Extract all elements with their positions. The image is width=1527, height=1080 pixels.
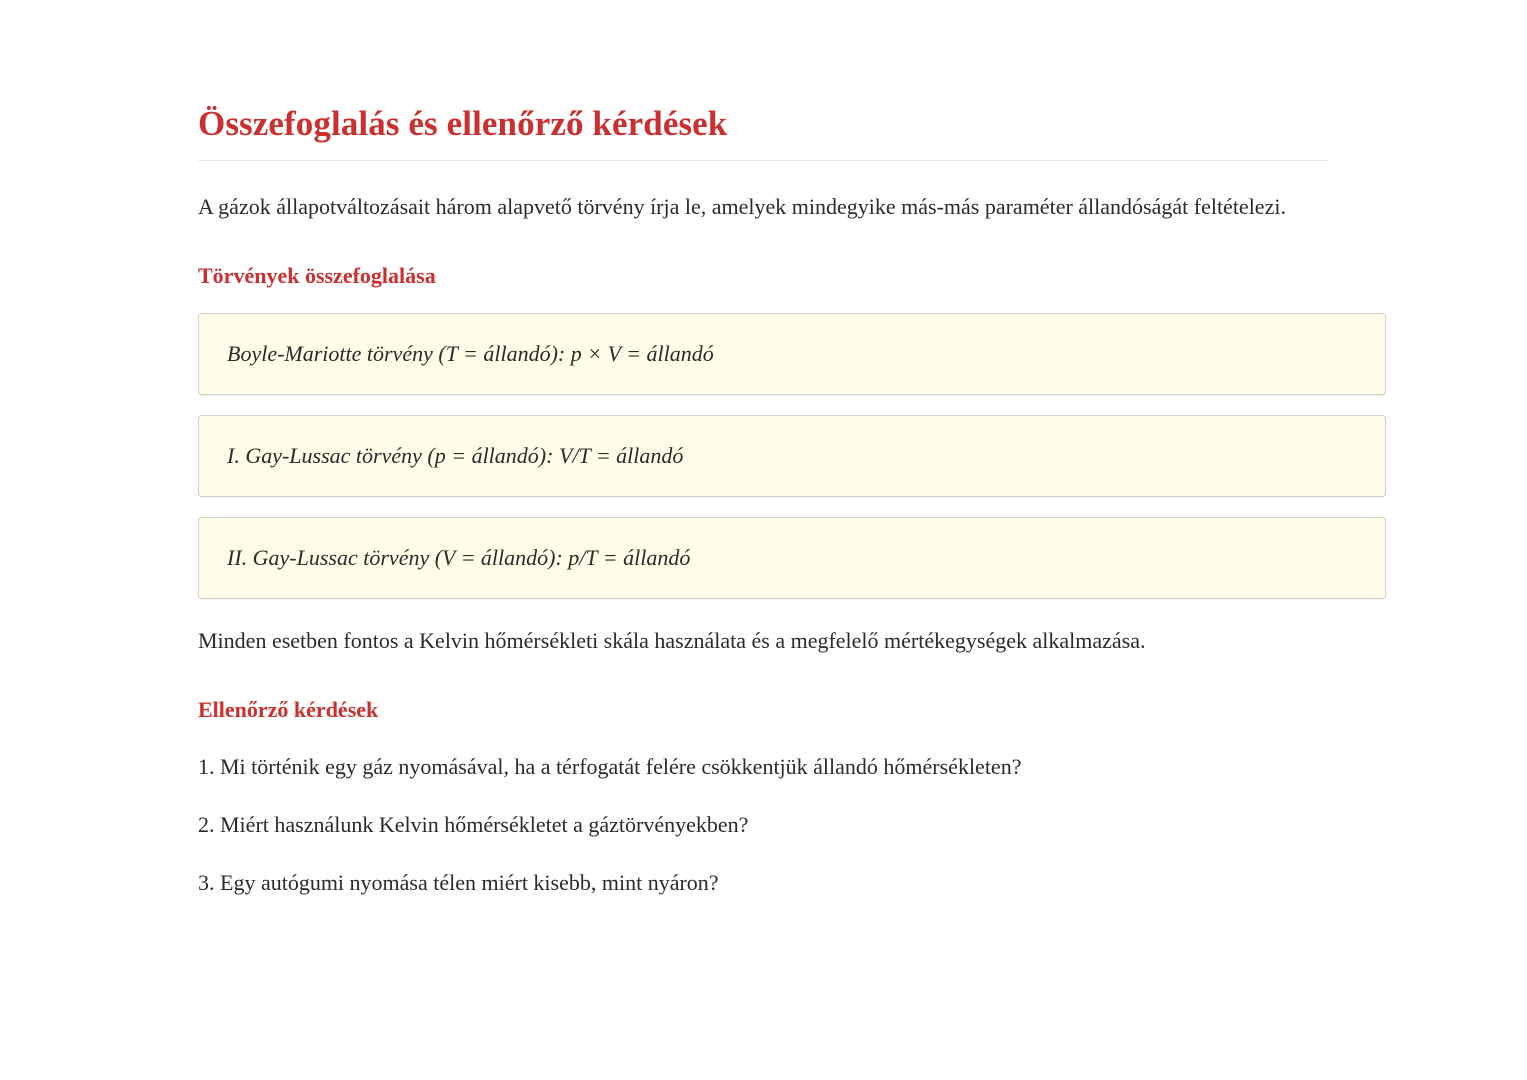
laws-heading: Törvények összefoglalása — [198, 263, 436, 288]
question-list — [198, 751, 1386, 899]
intro-paragraph: A gázok állapotváltozásait három alapvető törvény írja le, amelyek mindegyike más-más paraméter állandóságát feltételezi. — [198, 194, 1286, 219]
law-box-gay-lussac-1: I. Gay-Lussac törvény (p = állandó): V/T = állandó — [198, 415, 1386, 497]
title-divider — [198, 160, 1328, 161]
question-item-3: 3. Egy autógumi nyomása télen miért kisebb, mint nyáron? — [198, 870, 719, 895]
law-list — [198, 313, 1386, 599]
questions-heading: Ellenőrző kérdések — [198, 697, 379, 722]
question-item-2: 2. Miért használunk Kelvin hőmérsékletet a gáztörvényekben? — [198, 812, 749, 837]
kelvin-note: Minden esetben fontos a Kelvin hőmérsékleti skála használata és a megfelelő mértékegységek alkalmazása. — [198, 628, 1146, 653]
document-page — [198, 100, 1386, 925]
question-item-1: 1. Mi történik egy gáz nyomásával, ha a térfogatát felére csökkentjük állandó hőmérsékleten? — [198, 754, 1022, 779]
page-title: Összefoglalás és ellenőrző kérdések — [198, 104, 728, 143]
law-box-gay-lussac-2: II. Gay-Lussac törvény (V = állandó): p/T = állandó — [198, 517, 1386, 599]
law-box-boyle-mariotte: Boyle-Mariotte törvény (T = állandó): p × V = állandó — [198, 313, 1386, 395]
